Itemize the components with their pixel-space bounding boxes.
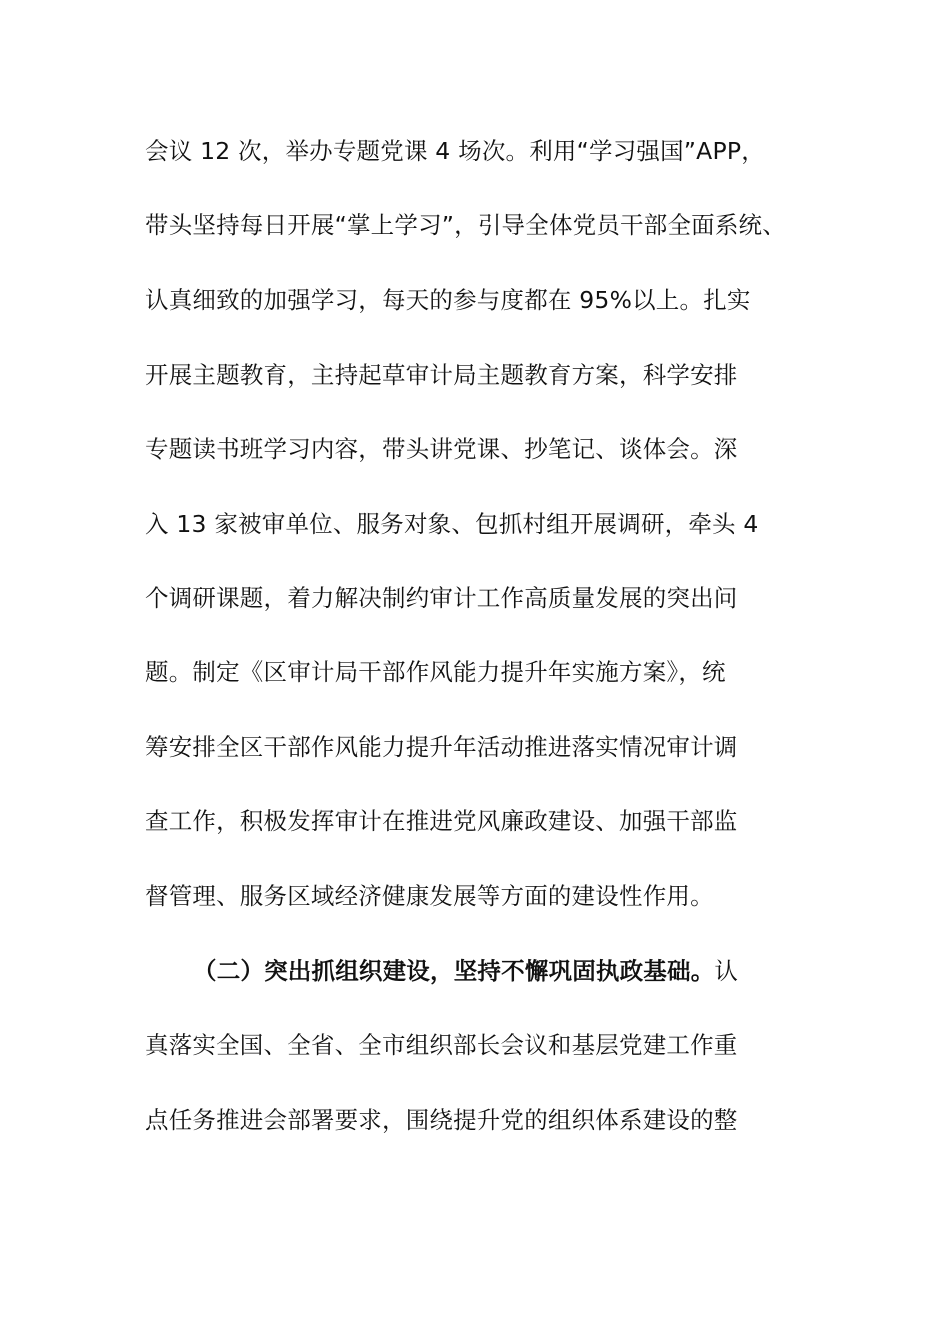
text-line: 专题读书班学习内容，带头讲党课、抄笔记、谈体会。深 [145, 435, 738, 463]
text-line: 题。制定《区审计局干部作风能力提升年实施方案》，统 [145, 658, 726, 686]
text-line: 开展主题教育，主持起草审计局主题教育方案，科学安排 [145, 361, 738, 389]
text-line: 点任务推进会部署要求，围绕提升党的组织体系建设的整 [145, 1106, 738, 1134]
text-line: 会议 12 次，举办专题党课 4 场次。利用“学习强国”APP， [145, 137, 765, 165]
text-line: 督管理、服务区域经济健康发展等方面的建设性作用。 [145, 882, 714, 910]
text-line: 真落实全国、全省、全市组织部长会议和基层党建工作重 [145, 1031, 738, 1059]
text-line: 入 13 家被审单位、服务对象、包抓村组开展调研，牵头 4 [145, 510, 759, 538]
section-heading: （二）突出抓组织建设，坚持不懈巩固执政基础。 [193, 957, 715, 985]
text-line: 认真细致的加强学习，每天的参与度都在 95%以上。扎实 [145, 286, 751, 314]
text-line: 查工作，积极发挥审计在推进党风廉政建设、加强干部监 [145, 807, 738, 835]
text-line: 带头坚持每日开展“掌上学习”，引导全体党员干部全面系统、 [145, 211, 786, 239]
text-line: 个调研课题，着力解决制约审计工作高质量发展的突出问 [145, 584, 738, 612]
text-line: 筹安排全区干部作风能力提升年活动推进落实情况审计调 [145, 733, 738, 761]
section-heading-line [193, 956, 738, 986]
heading-line-continuation: 认 [714, 957, 739, 985]
